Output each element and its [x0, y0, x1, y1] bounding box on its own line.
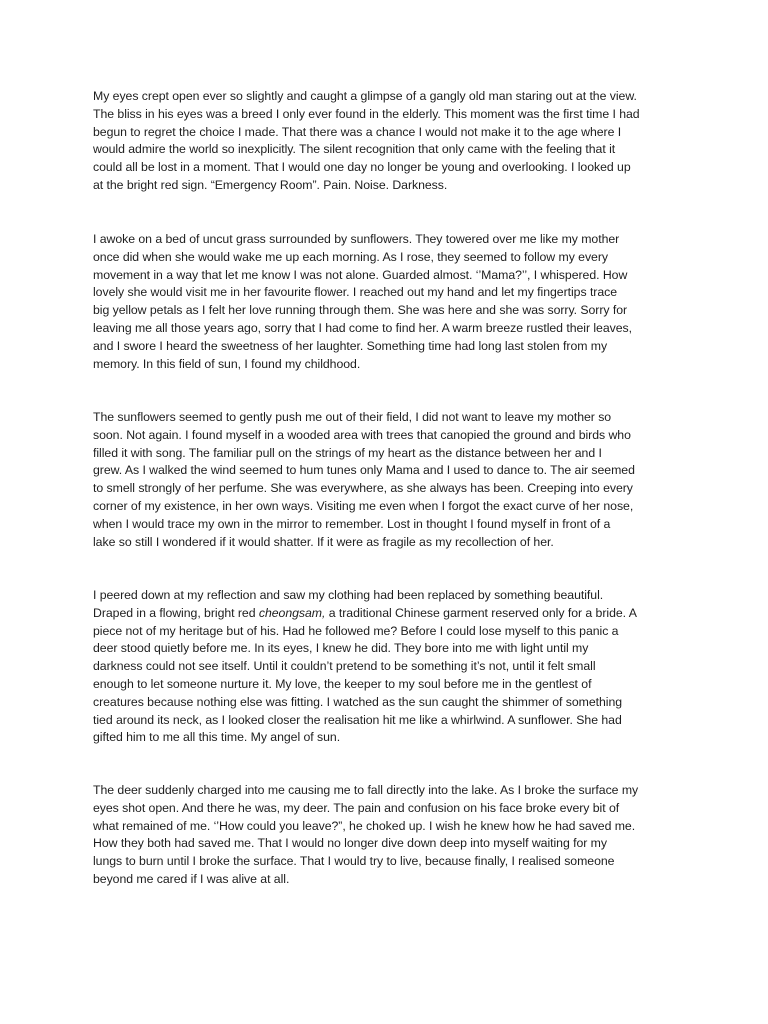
text-line: tied around its neck, as I looked closer the realisation hit me like a whirlwind. A sunflower. She had [93, 712, 622, 727]
text-line: lake so still I wondered if it would shatter. If it were as fragile as my recollection of her. [93, 534, 554, 549]
text-line: eyes shot open. And there he was, my deer. The pain and confusion on his face broke every bit of [93, 800, 620, 815]
text-line: deer stood quietly before me. In its eyes, I knew he did. They bore into me with light until my [93, 641, 589, 656]
text-line: big yellow petals as I felt her love running through them. She was here and she was sorry. Sorry for [93, 303, 628, 318]
text-line: lungs to burn until I broke the surface. That I would try to live, because finally, I realised someone [93, 854, 615, 869]
text-line: The sunflowers seemed to gently push me out of their field, I did not want to leave my mother so [93, 410, 612, 424]
text-line: The bliss in his eyes was a breed I only ever found in the elderly. This moment was the first time I had [93, 106, 640, 121]
text-line: begun to regret the choice I made. That there was a chance I would not make it to the age where I [93, 124, 622, 139]
text-line: darkness could not see itself. Until it couldn’t pretend to be something it’s not, until it felt small [93, 659, 596, 674]
text-line: at the bright red sign. “Emergency Room”. Pain. Noise. Darkness. [93, 177, 448, 192]
text-line: How they both had saved me. That I would no longer dive down deep into myself waiting for my [93, 836, 607, 851]
text-line: The deer suddenly charged into me causing me to fall directly into the lake. As I broke the surface my [93, 783, 639, 797]
text-line: and I swore I heard the sweetness of her laughter. Something time had long last stolen from my [93, 338, 608, 353]
text-line: would admire the world so inexplicitly. The silent recognition that only came with the feeling that it [93, 142, 616, 157]
text-line: Draped in a flowing, bright red cheongsam, a traditional Chinese garment reserved only for a bride. A [93, 605, 637, 620]
text-line: once did when she would wake me up each morning. As I rose, they seemed to follow my every [93, 249, 608, 264]
text-line: I awoke on a bed of uncut grass surrounded by sunflowers. They towered over me like my mother [93, 232, 620, 246]
text-line: piece not of my heritage but of his. Had he followed me? Before I could lose myself to this panic a [93, 623, 619, 638]
italic-term: cheongsam, [258, 605, 326, 620]
paragraph-3 [93, 409, 683, 551]
text-line: filled it with song. The familiar pull on the strings of my heart as the distance between her and I [93, 445, 602, 460]
text-line: enough to let someone nurture it. My love, the keeper to my soul before me in the gentlest of [93, 676, 592, 691]
text-line: beyond me cared if I was alive at all. [93, 871, 290, 886]
text-line: when I would trace my own in the mirror to remember. Lost in thought I found myself in front of a [93, 516, 611, 531]
text-line: creatures because nothing else was fitting. I watched as the sun caught the shimmer of something [93, 694, 623, 709]
text-line: leaving me all those years ago, sorry that I had come to find her. A warm breeze rustled their leaves, [93, 320, 632, 335]
text-line: movement in a way that let me know I was not alone. Guarded almost. ‘’Mama?’’, I whispered. How [93, 267, 628, 282]
text-line: could all be lost in a moment. That I would one day no longer be young and overlooking. I looked up [93, 160, 631, 175]
paragraph-4 [93, 587, 683, 747]
text-line: to smell strongly of her perfume. She was everywhere, as she always has been. Creeping into every [93, 481, 633, 496]
text-line: lovely she would visit me in her favourite flower. I reached out my hand and let my fingertips trace [93, 285, 618, 300]
text-line: corner of my existence, in her own ways. Visiting me even when I forgot the exact curve of her nose, [93, 498, 634, 513]
text-line: what remained of me. ‘’How could you leave?”, he choked up. I wish he knew how he had saved me. [93, 818, 636, 833]
text-line: grew. As I walked the wind seemed to hum tunes only Mama and I used to dance to. The air seemed [93, 463, 635, 478]
paragraph-2 [93, 231, 683, 373]
paragraph-5 [93, 782, 683, 889]
text-line: soon. Not again. I found myself in a wooded area with trees that canopied the ground and birds who [93, 427, 631, 442]
text-line: My eyes crept open ever so slightly and caught a glimpse of a gangly old man staring out at the view. [93, 89, 637, 103]
text-line: memory. In this field of sun, I found my childhood. [93, 356, 361, 371]
paragraph-1 [93, 88, 683, 195]
text-line: I peered down at my reflection and saw my clothing had been replaced by something beautiful. [93, 588, 604, 602]
text-line: gifted him to me all this time. My angel of sun. [93, 730, 341, 745]
